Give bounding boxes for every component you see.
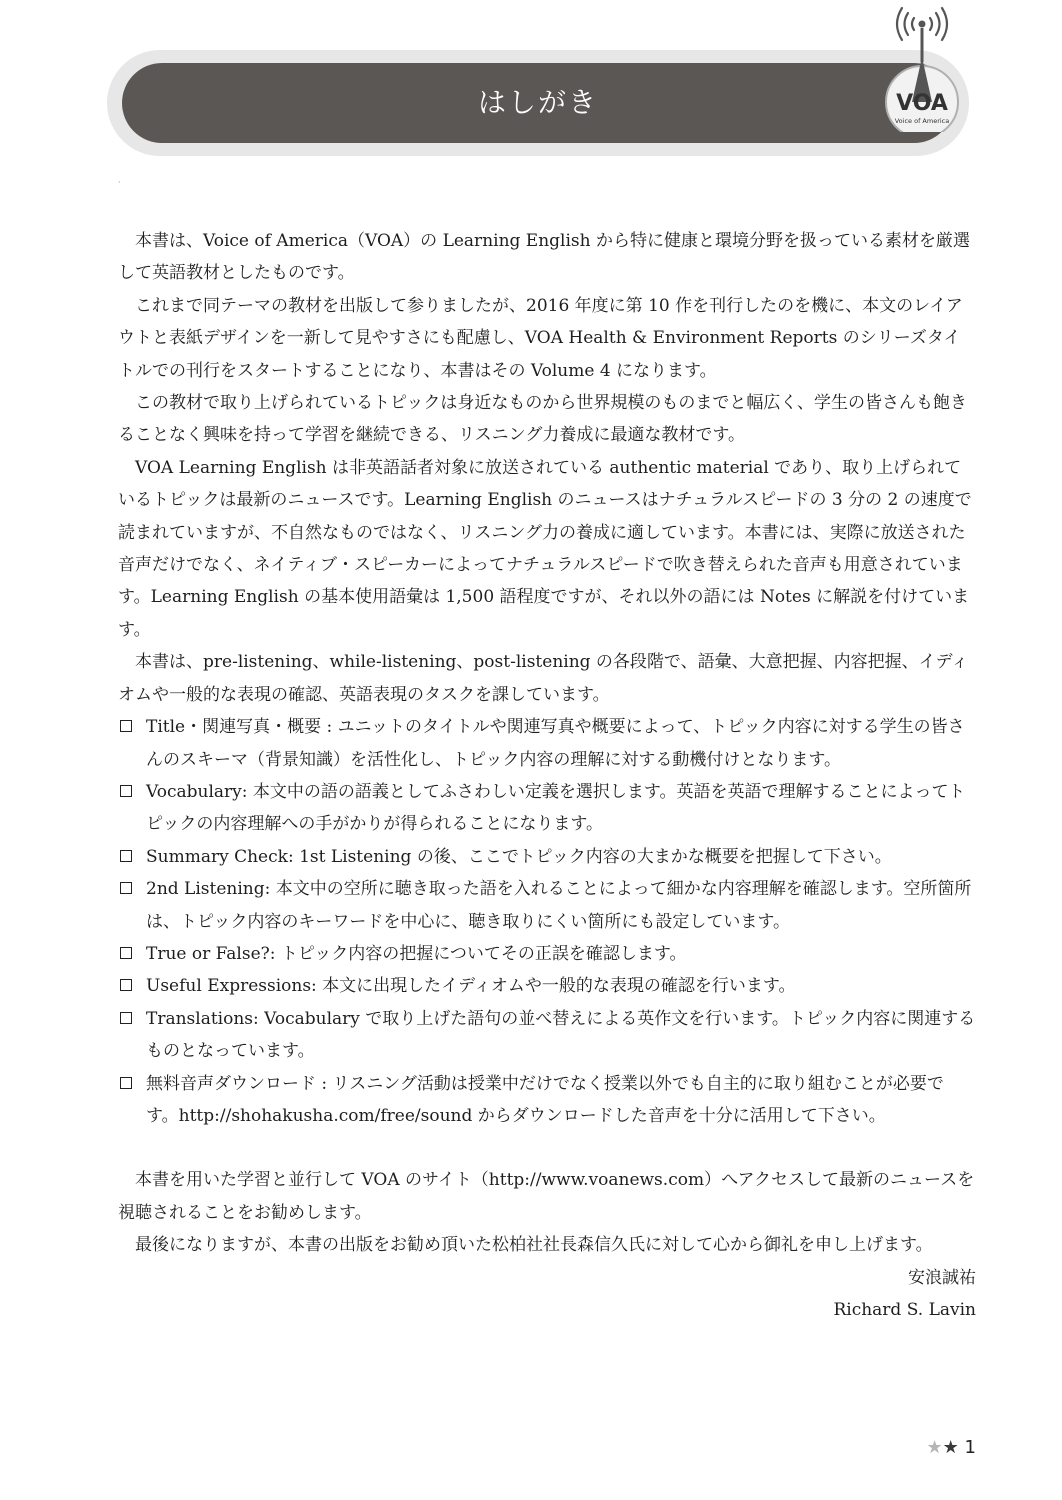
checkbox-icon (120, 882, 132, 894)
checkbox-icon (120, 979, 132, 991)
list-item-text: True or False?: トピック内容の把握についてその正誤を確認します。 (146, 943, 687, 964)
list-item-text: Summary Check: 1st Listening の後、ここでトピック内容の大まかな概要を把握して下さい。 (146, 846, 892, 867)
list-item (118, 938, 976, 970)
list-item-text: 2nd Listening: 本文中の空所に聴き取った語を入れることによって細かな内容理解を確認します。空所箇所は、トピック内容のキーワードを中心に、聴き取りにくい箇所にも設定しています。 (146, 879, 972, 932)
list-item-text: Translations: Vocabulary で取り上げた語句の並べ替えによる英作文を行います。トピック内容に関連するものとなっています。 (146, 1008, 976, 1062)
paragraph: VOA Learning English は非英語話者対象に放送されている authentic material であり、取り上げられているトピックは最新のニュースです。Learning English のニュースはナチュラルスピードの 3 分の 2 の速度で読まれていますが、不自然なものではなく、リスニング力の養成に適しています。本書には、実際に放送された音声だけでなく、ネイティブ・スピーカーによってナチュラルスピードで吹き替えられた音声も用意されています。Learning English の基本使用語彙は 1,500 語程度ですが、それ以外の語には Notes に解説を付けています。 (118, 457, 972, 640)
list-item-text: Title・関連写真・概要 : ユニットのタイトルや関連写真や概要によって、トピック内容に対する学生の皆さんのスキーマ（背景知識）を活性化し、トピック内容の理解に対する動機付けとなります。 (146, 717, 965, 770)
checkbox-icon (120, 1077, 132, 1089)
list-item (118, 776, 976, 841)
logo-text: VOA (896, 91, 948, 116)
checkbox-icon (120, 785, 132, 797)
paragraph: 本書は、Voice of America（VOA）の Learning English から特に健康と環境分野を扱っている素材を厳選して英語教材としたものです。 (118, 231, 970, 284)
logo-caption: Voice of America (894, 117, 950, 125)
list-item (118, 970, 976, 1002)
list-item (118, 1003, 976, 1068)
list-item-text: Useful Expressions: 本文に出現したイディオムや一般的な表現の確認を行います。 (146, 976, 796, 997)
page-number: 1 (964, 1437, 976, 1458)
list-item-text: 無料音声ダウンロード : リスニング活動は授業中だけでなく授業以外でも自主的に取り組むことが必要です。http://shohakusha.com/free/sound からダウンロードした音声を十分に活用して下さい。 (146, 1073, 944, 1126)
star-icon: ★ (926, 1437, 943, 1458)
paragraph: 本書を用いた学習と並行して VOA のサイト（http://www.voanews.com）へアクセスして最新のニュースを視聴されることをお勧めします。 (118, 1170, 975, 1223)
preface-body (118, 225, 976, 1326)
checkbox-icon (120, 720, 132, 732)
checkbox-icon (120, 850, 132, 862)
dot-mark: · (118, 178, 121, 187)
star-icon: ★ (942, 1437, 959, 1458)
paragraph: 本書は、pre-listening、while-listening、post-listening の各段階で、語彙、大意把握、内容把握、イディオムや一般的な表現の確認、英語表現のタスクを課しています。 (118, 652, 969, 705)
list-item-text: Vocabulary: 本文中の語の語義としてふさわしい定義を選択します。英語を英語で理解することによってトピックの内容理解への手がかりが得られることになります。 (146, 781, 966, 835)
checkbox-icon (120, 947, 132, 959)
page-footer (927, 1437, 976, 1458)
list-item (118, 873, 976, 938)
spacer (118, 1132, 976, 1164)
voa-logo-icon (872, 2, 972, 132)
list-item (118, 711, 976, 776)
paragraph: これまで同テーマの教材を出版して参りましたが、2016 年度に第 10 作を刊行したのを機に、本文のレイアウトと表紙デザインを一新して見やすさにも配慮し、VOA Health & Environment Reports のシリーズタイトルでの刊行をスタートすることになり、本書はその Volume 4 になります。 (118, 295, 963, 381)
paragraph: 最後になりますが、本書の出版をお勧め頂いた松柏社社長森信久氏に対して心から御礼を申し上げます。 (135, 1235, 933, 1256)
paragraph: この教材で取り上げられているトピックは身近なものから世界規模のものまでと幅広く、学生の皆さんも飽きることなく興味を持って学習を継続できる、リスニング力養成に最適な教材です。 (118, 393, 967, 446)
author-name-jp: 安浪誠祐 (908, 1267, 976, 1288)
list-item (118, 1068, 976, 1133)
task-checklist (118, 711, 976, 1132)
author-name-en: Richard S. Lavin (833, 1300, 976, 1320)
page-title: はしがき (477, 86, 598, 119)
list-item (118, 841, 976, 873)
checkbox-icon (120, 1012, 132, 1024)
